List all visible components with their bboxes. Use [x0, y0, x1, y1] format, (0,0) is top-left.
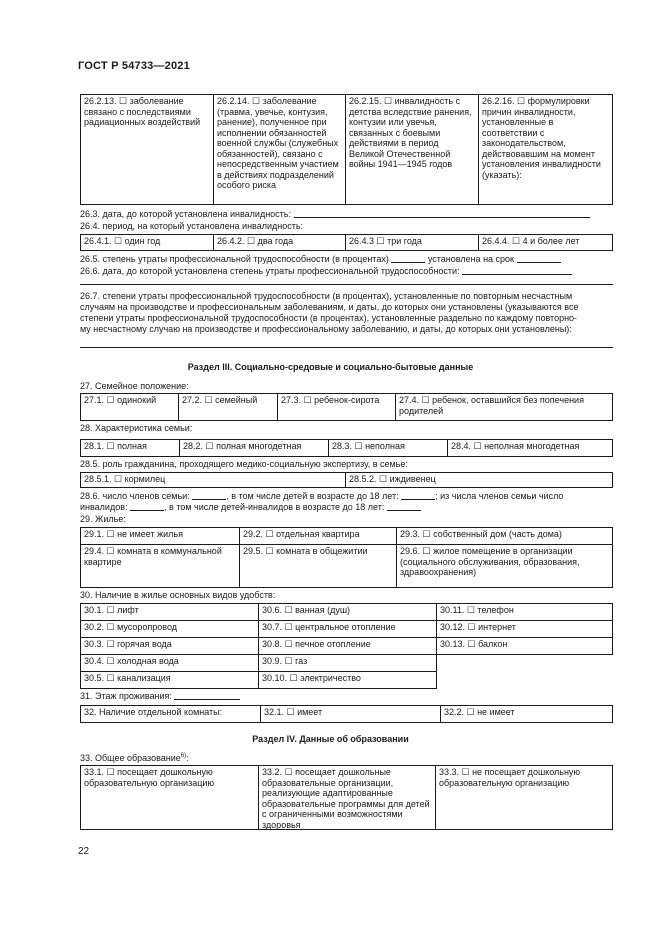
cell-29-5: 29.5. ☐ комната в общежитии	[239, 544, 397, 588]
cell-27-2: 27.2. ☐ семейный	[178, 393, 278, 421]
field-26-6: 26.6. дата, до которой установлена степень утраты профессиональной трудоспособности:	[80, 266, 572, 277]
cell-32: 32. Наличие отдельной комнаты:	[80, 705, 261, 723]
cell-26-4-4: 26.4.4. ☐ 4 и более лет	[478, 234, 613, 251]
cell-30-2: 30.2. ☐ мусоропровод	[80, 620, 259, 638]
cell-29-4: 29.4. ☐ комната в коммунальной квартире	[80, 544, 240, 588]
cell-33-2: 33.2. ☐ посещает дошкольные образовательные организации, реализующие адаптированные образовательные программы для детей с ограниченными возможностями здоровья	[258, 765, 436, 830]
cell-30-6: 30.6. ☐ ванная (душ)	[258, 603, 437, 621]
cell-30-11: 30.11. ☐ телефон	[436, 603, 613, 621]
blank-line	[80, 347, 613, 348]
field-29: 29. Жилье:	[80, 514, 126, 524]
cell-26-2-14: 26.2.14. ☐ заболевание (травма, увечье, контузия, ранение), полученное при исполнении обязанностей военной службы (служебных обязанностей), связано с непосредственным участием в действиях подразделений особого риска	[213, 94, 346, 205]
cell-26-4-1: 26.4.1. ☐ один год	[80, 234, 214, 251]
cell-27-4: 27.4. ☐ ребенок, оставшийся без попечения родителей	[395, 393, 613, 421]
field-31: 31. Этаж проживания:	[80, 691, 240, 702]
cell-29-1: 29.1. ☐ не имеет жилья	[80, 527, 240, 545]
cell-32-2: 32.2. ☐ не имеет	[440, 705, 613, 723]
section-4-title: Раздел IV. Данные об образовании	[252, 734, 409, 744]
cell-30-10: 30.10. ☐ электричество	[258, 671, 437, 689]
cell-30-7: 30.7. ☐ центральное отопление	[258, 620, 437, 638]
blank-line	[80, 284, 613, 285]
field-26-4: 26.4. период, на который установлена инвалидность:	[80, 221, 304, 231]
cell-26-2-15: 26.2.15. ☐ инвалидность с детства вследствие ранения, контузии или увечья, связанных с боевыми действиями в период Великой Отечественной войны 1941—1945 годов	[345, 94, 479, 205]
cell-26-2-13: 26.2.13. ☐ заболевание связано с последствиями радиационных воздействий	[80, 94, 214, 205]
cell-30-8: 30.8. ☐ печное отопление	[258, 637, 437, 655]
cell-32-1: 32.1. ☐ имеет	[260, 705, 441, 723]
field-26-5: 26.5. степень утраты профессиональной трудоспособности (в процентах) установлена на срок	[80, 254, 561, 265]
cell-33-1: 33.1. ☐ посещает дошкольную образовательную организацию	[80, 765, 259, 830]
cell-28-5-2: 28.5.2. ☐ иждивенец	[345, 472, 613, 488]
cell-30-9: 30.9. ☐ газ	[258, 654, 437, 672]
field-28-6-line2: инвалидов: , в том числе детей-инвалидов в возрасте до 18 лет:	[80, 502, 421, 513]
field-27: 27. Семейное положение:	[80, 381, 189, 391]
cell-30-4: 30.4. ☐ холодная вода	[80, 654, 259, 672]
section-3-title: Раздел III. Социально-средовые и социально-бытовые данные	[187, 362, 474, 372]
page-number: 22	[78, 846, 90, 857]
field-28: 28. Характеристика семьи:	[80, 423, 193, 433]
cell-30-3: 30.3. ☐ горячая вода	[80, 637, 259, 655]
cell-28-4: 28.4. ☐ неполная многодетная	[447, 439, 613, 457]
cell-29-2: 29.2. ☐ отдельная квартира	[239, 527, 397, 545]
field-26-3: 26.3. дата, до которой установлена инвалидность:	[80, 209, 590, 220]
document-header: ГОСТ Р 54733—2021	[78, 60, 190, 72]
cell-26-4-3: 26.4.3 ☐ три года	[345, 234, 479, 251]
cell-29-3: 29.3. ☐ собственный дом (часть дома)	[396, 527, 613, 545]
field-30: 30. Наличие в жилье основных видов удобств:	[80, 590, 276, 600]
cell-28-5-1: 28.5.1. ☐ кормилец	[80, 472, 346, 488]
cell-29-6: 29.6. ☐ жилое помещение в организации (социального обслуживания, образования, здравоохранения)	[396, 544, 613, 588]
cell-30-13: 30.13. ☐ балкон	[436, 637, 613, 655]
field-33: 33. Общее образование$^{6)}$:	[80, 753, 189, 763]
field-28-6-line1: 28.6. число членов семьи: , в том числе детей в возрасте до 18 лет: ; из числа членов семьи число	[80, 491, 564, 501]
cell-30-5: 30.5. ☐ канализация	[80, 671, 259, 689]
field-26-7-line1: 26.7. степени утраты профессиональной трудоспособности (в процентах), установленные по повторным несчастным	[80, 291, 573, 301]
cell-27-1: 27.1. ☐ одинокий	[80, 393, 179, 421]
cell-30-1: 30.1. ☐ лифт	[80, 603, 259, 621]
cell-28-3: 28.3. ☐ неполная	[328, 439, 448, 457]
field-26-7-line4: му несчастному случаю на производстве и профессиональному заболеванию, и даты, до которых они установлены):	[80, 324, 572, 334]
field-26-7-line3: степени утраты профессиональной трудоспособности (в процентах), установленные раздельно по каждому повторно-	[80, 313, 578, 323]
field-26-7-line2: случаям на производстве и профессиональным заболеваниям, и даты, до которых они установлены (указываются все	[80, 302, 579, 312]
cell-28-2: 28.2. ☐ полная многодетная	[179, 439, 329, 457]
cell-33-3: 33.3. ☐ не посещает дошкольную образовательную организацию	[435, 765, 613, 830]
cell-27-3: 27.3. ☐ ребенок-сирота	[277, 393, 396, 421]
cell-30-12: 30.12. ☐ интернет	[436, 620, 613, 638]
field-28-5: 28.5. роль гражданина, проходящего медико-социальную экспертизу, в семье:	[80, 459, 408, 469]
cell-28-1: 28.1. ☐ полная	[80, 439, 180, 457]
cell-26-4-2: 26.4.2. ☐ два года	[213, 234, 346, 251]
cell-26-2-16: 26.2.16. ☐ формулировки причин инвалидности, установленные в соответствии с законодательством, действовавшим на момент установления инвалидности (указать):	[478, 94, 613, 205]
